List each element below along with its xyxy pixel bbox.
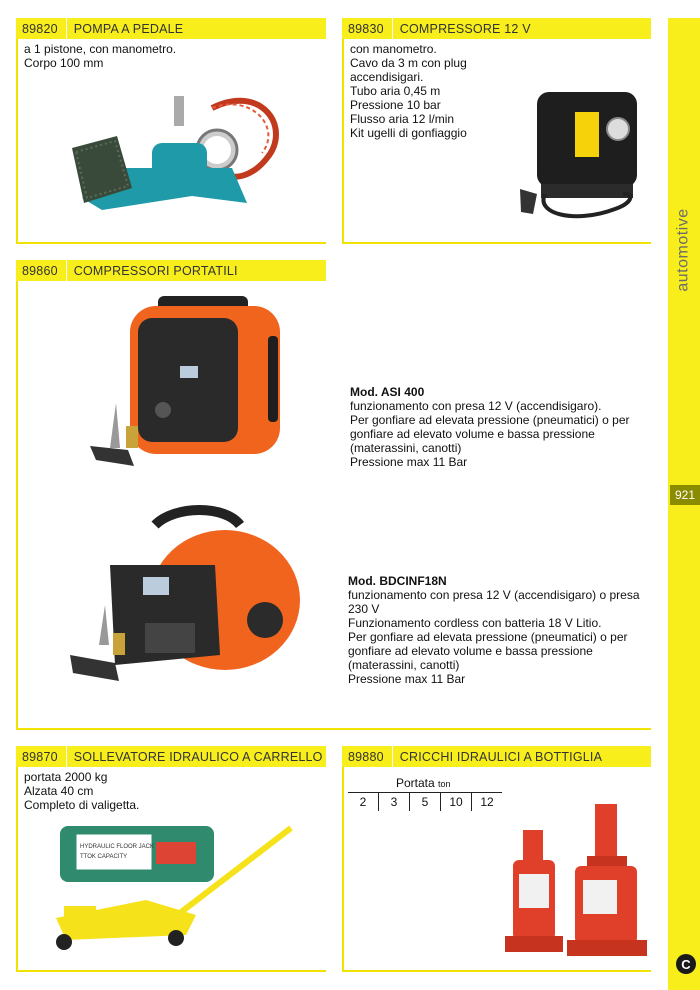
capacity-cell: 2 [348, 793, 379, 812]
capacity-cell: 3 [379, 793, 410, 812]
product-title: SOLLEVATORE IDRAULICO A CARRELLO [73, 749, 323, 764]
product-header-89870 [16, 746, 326, 767]
product-header-89860 [16, 260, 326, 281]
product-header-89880 [342, 746, 651, 767]
model-description: funzionamento con presa 12 V (accendisigaro). Per gonfiare ad elevata pressione (pneumatici) o per gonfiare ad elevato volume e bassa pressione (materassini, canotti) Pressione max 11 Bar [350, 399, 630, 469]
case-label: HYDRAULIC FLOOR JACK [80, 844, 155, 850]
compressor-bdcinf18n-image [65, 505, 300, 690]
bottle-jacks-image [505, 804, 650, 964]
compressor-12v-image [515, 84, 645, 234]
sidebar-category: automotive [675, 208, 693, 292]
product-header-89820 [16, 18, 326, 39]
product-title: POMPA A PEDALE [73, 21, 184, 36]
product-header-89830 [342, 18, 651, 39]
compressor-asi400-image [88, 288, 288, 478]
product-description: portata 2000 kg Alzata 40 cm Completo di valigetta. [24, 770, 140, 812]
product-code: 89820 [16, 18, 67, 39]
model-description: funzionamento con presa 12 V (accendisigaro) o presa 230 V Funzionamento cordless con batteria 18 V Litio. Per gonfiare ad elevata pressione (pneumatici) o per gonfiare ad elevato volume e bassa pressione (materassini, canotti) Pressione max 11 Bar [348, 588, 640, 686]
product-description: a 1 pistone, con manometro. Corpo 100 mm [24, 42, 177, 70]
capacity-cell: 12 [472, 793, 503, 812]
foot-pump-image [62, 88, 292, 228]
product-title: COMPRESSORI PORTATILI [73, 263, 238, 278]
product-code: 89880 [342, 746, 393, 767]
product-code: 89830 [342, 18, 393, 39]
product-code: 89860 [16, 260, 67, 281]
product-title: CRICCHI IDRAULICI A BOTTIGLIA [399, 749, 603, 764]
copyright-icon: C [676, 954, 696, 974]
product-description: con manometro. Cavo da 3 m con plug accendisigari. Tubo aria 0,45 m Pressione 10 bar Flusso aria 12 l/min Kit ugelli di gonfiaggio [350, 42, 467, 140]
floor-jack-image [46, 820, 306, 960]
capacity-cell: 5 [410, 793, 441, 812]
model-name: Mod. ASI 400 [350, 385, 425, 399]
product-title: COMPRESSORE 12 V [399, 21, 531, 36]
case-capacity: TTOK CAPACITY [80, 854, 128, 860]
product-code: 89870 [16, 746, 67, 767]
model-name: Mod. BDCINF18N [348, 574, 447, 588]
page-number: 921 [670, 485, 700, 505]
capacity-cell: 10 [441, 793, 472, 812]
capacity-label: Portata ton [396, 776, 451, 790]
capacity-table [348, 792, 502, 811]
